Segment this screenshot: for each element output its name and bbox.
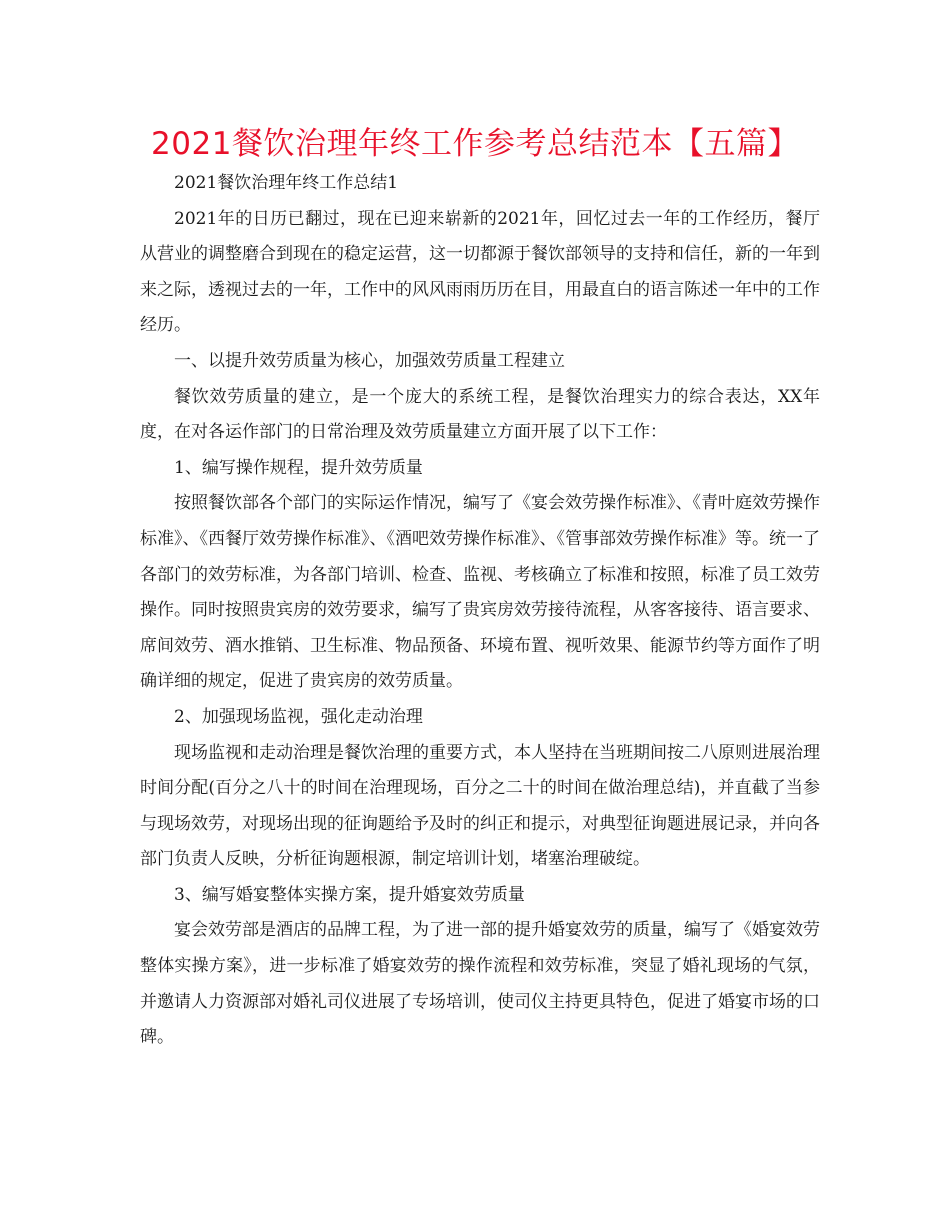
body-paragraph-wedding: 宴会效劳部是酒店的品牌工程，为了进一部的提升婚宴效劳的质量，编写了《婚宴效劳整体实操方案》，进一步标准了婚宴效劳的操作流程和效劳标准，突显了婚礼现场的气氛，并邀请人力资源部对婚礼司仪进展了专场培训，使司仪主持更具特色，促进了婚宴市场的口碑。 <box>140 920 820 1048</box>
body-paragraph-standards: 按照餐饮部各个部门的实际运作情况，编写了《宴会效劳操作标准》、《青叶庭效劳操作标准》、《西餐厅效劳操作标准》、《酒吧效劳操作标准》、《管事部效劳操作标准》等。统一了各部门的效劳标准，为各部门培训、检查、监视、考核确立了标准和按照，标准了员工效劳操作。同时按照贵宾房的效劳要求，编写了贵宾房效劳接待流程，从客客接待、语言要求、席间效劳、酒水推销、卫生标准、物品预备、环境布置、视听效果、能源节约等方面作了明确详细的规定，促进了贵宾房的效劳质量。 <box>140 493 820 692</box>
section-heading-1: 一、以提升效劳质量为核心，加强效劳质量工程建立 <box>174 350 565 371</box>
document-title: 2021餐饮治理年终工作参考总结范本【五篇】 <box>151 126 799 162</box>
body-paragraph-supervision: 现场监视和走动治理是餐饮治理的重要方式，本人坚持在当班期间按二八原则进展治理时间分配(百分之八十的时间在治理现场，百分之二十的时间在做治理总结)，并直截了当参与现场效劳，对现场出现的征询题给予及时的纠正和提示，对典型征询题进展记录，并向各部门负责人反映，分析征询题根源，制定培训计划，堵塞治理破绽。 <box>140 742 820 870</box>
subheading-1: 1、编写操作规程，提升效劳质量 <box>174 457 423 478</box>
section-subtitle: 2021餐饮治理年终工作总结1 <box>174 173 399 193</box>
subheading-3: 3、编写婚宴整体实操方案，提升婚宴效劳质量 <box>174 884 525 905</box>
body-paragraph-intro: 2021年的日历已翻过，现在已迎来崭新的2021年，回忆过去一年的工作经历，餐厅从营业的调整磨合到现在的稳定运营，这一切都源于餐饮部领导的支持和信任，新的一年到来之际，透视过去的一年，工作中的风风雨雨历历在目，用最直白的语言陈述一年中的工作经历。 <box>140 208 820 336</box>
subheading-2: 2、加强现场监视，强化走动治理 <box>174 706 423 727</box>
body-paragraph-overview: 餐饮效劳质量的建立，是一个庞大的系统工程，是餐饮治理实力的综合表达，XX年度，在对各运作部门的日常治理及效劳质量建立方面开展了以下工作： <box>140 386 820 443</box>
document-body <box>140 166 820 1056</box>
